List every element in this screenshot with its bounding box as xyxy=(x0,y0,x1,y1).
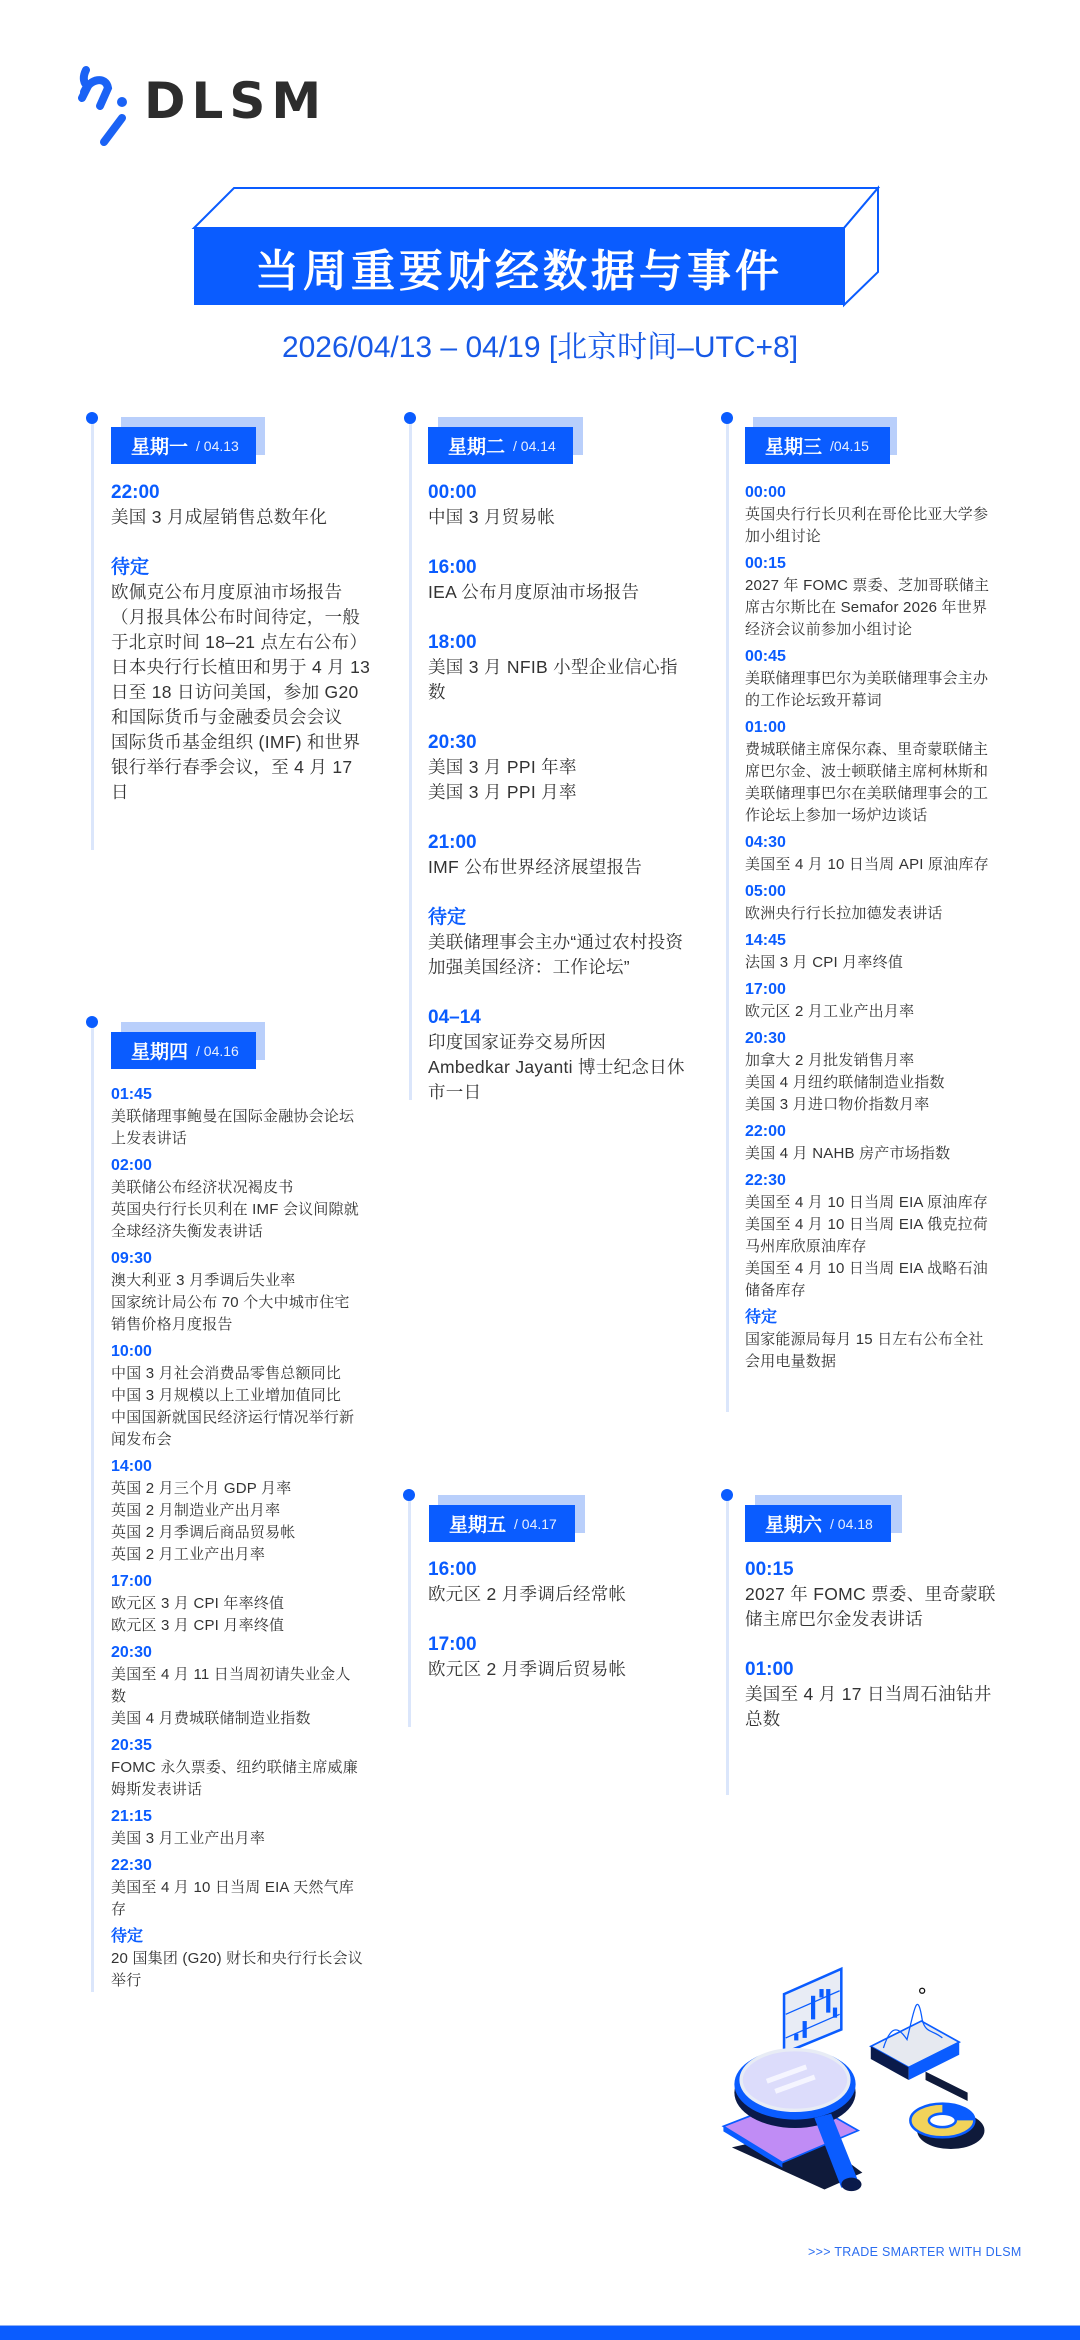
event-group xyxy=(745,1307,995,1373)
day-date: / 04.17 xyxy=(514,1515,557,1532)
event-group xyxy=(428,1632,690,1682)
dlsm-logo xyxy=(78,62,328,146)
event-item: 英国 2 月三个月 GDP 月率 xyxy=(111,1480,292,1497)
event-time: 01:45 xyxy=(111,1086,152,1103)
event-item: 美国 4 月纽约联储制造业指数 xyxy=(745,1074,945,1091)
event-item: 欧元区 2 月季调后经常帐 xyxy=(428,1584,627,1604)
event-item: 国家统计局公布 70 个大中城市住宅销售价格月度报告 xyxy=(111,1294,350,1333)
event-group xyxy=(111,1642,363,1730)
event-group xyxy=(111,1926,363,1992)
event-item: 美联储理事会主办“通过农村投资加强美国经济：工作论坛” xyxy=(428,932,684,977)
event-group xyxy=(745,1170,995,1302)
event-time: 待定 xyxy=(428,907,467,928)
day-badge xyxy=(428,427,573,464)
event-item: 美国 4 月费城联储制造业指数 xyxy=(111,1710,311,1727)
event-item: 美国至 4 月 10 日当周 EIA 原油库存 xyxy=(745,1194,988,1211)
event-group xyxy=(111,1456,363,1566)
event-time: 17:00 xyxy=(111,1573,152,1590)
day-label: 星期一 xyxy=(131,436,189,458)
event-group xyxy=(111,1084,363,1150)
event-time: 20:30 xyxy=(428,732,477,753)
event-group xyxy=(428,555,690,605)
event-time: 00:00 xyxy=(428,482,477,503)
event-group xyxy=(745,717,995,827)
event-item: 中国 3 月社会消费品零售总额同比 xyxy=(111,1365,342,1382)
event-item: 中国 3 月贸易帐 xyxy=(428,507,556,527)
event-time: 01:00 xyxy=(745,1659,794,1680)
event-item: 法国 3 月 CPI 月率终值 xyxy=(745,954,904,971)
event-time: 21:00 xyxy=(428,832,477,853)
event-item: 欧元区 2 月季调后贸易帐 xyxy=(428,1659,627,1679)
event-time: 09:30 xyxy=(111,1250,152,1267)
event-group xyxy=(428,480,690,530)
day-badge xyxy=(111,1032,256,1069)
title-block xyxy=(190,182,882,312)
event-list xyxy=(745,1557,1007,1757)
page-title: 当周重要财经数据与事件 xyxy=(255,245,783,297)
event-item: 美国 3 月 PPI 月率 xyxy=(428,782,577,802)
event-group xyxy=(745,979,995,1023)
event-item: 中国 3 月规模以上工业增加值同比 xyxy=(111,1387,342,1404)
event-group xyxy=(111,1571,363,1637)
event-group xyxy=(745,832,995,876)
event-item: 美国至 4 月 10 日当周 EIA 俄克拉荷马州库欣原油库存 xyxy=(745,1216,988,1255)
event-group xyxy=(745,1121,995,1165)
dlsm-logo-icon xyxy=(78,62,144,146)
event-time: 待定 xyxy=(111,557,150,578)
day-date: / 04.14 xyxy=(513,437,556,454)
event-group xyxy=(428,905,690,980)
event-time: 16:00 xyxy=(428,1559,477,1580)
event-time: 05:00 xyxy=(745,883,786,900)
title-banner xyxy=(194,228,844,305)
event-group xyxy=(745,1657,1007,1732)
event-group xyxy=(745,553,995,641)
event-group xyxy=(111,1341,363,1451)
event-group xyxy=(111,1248,363,1336)
event-item: 费城联储主席保尔森、里奇蒙联储主席巴尔金、波士顿联储主席柯林斯和美联储理事巴尔在美联储理事会的工作论坛上参加一场炉边谈话 xyxy=(745,741,989,824)
brand-name: DLSM xyxy=(144,72,328,130)
event-item: 印度国家证券交易所因 Ambedkar Jayanti 博士纪念日休市一日 xyxy=(428,1032,685,1102)
event-item: 英国 2 月制造业产出月率 xyxy=(111,1502,281,1519)
event-time: 待定 xyxy=(111,1928,144,1945)
event-item: 美国至 4 月 11 日当周初请失业金人数 xyxy=(111,1666,351,1705)
magnifier-charts-illustration-icon xyxy=(715,1930,1035,2230)
event-time: 待定 xyxy=(745,1309,778,1326)
event-time: 20:30 xyxy=(745,1030,786,1047)
timeline-rail xyxy=(408,1495,411,1727)
event-time: 04–14 xyxy=(428,1007,481,1028)
event-item: 美国 3 月进口物价指数月率 xyxy=(745,1096,930,1113)
day-label: 星期六 xyxy=(765,1514,823,1536)
event-group xyxy=(428,830,690,880)
event-time: 00:15 xyxy=(745,555,786,572)
event-item: 欧佩克公布月度原油市场报告（月报具体公布时间待定，一般于北京时间 18–21 点左右公布） xyxy=(111,582,368,652)
event-item: IMF 公布世界经济展望报告 xyxy=(428,857,643,877)
footer-tagline: >>> TRADE SMARTER WITH DLSM xyxy=(808,2245,1022,2259)
timeline-rail xyxy=(726,418,729,1412)
event-item: 国家能源局每月 15 日左右公布全社会用电量数据 xyxy=(745,1331,984,1370)
event-group xyxy=(111,1155,363,1243)
event-item: 美联储理事巴尔为美联储理事会主办的工作论坛致开幕词 xyxy=(745,670,989,709)
event-time: 17:00 xyxy=(745,981,786,998)
event-time: 00:00 xyxy=(745,484,786,501)
event-item: 2027 年 FOMC 票委、芝加哥联储主席古尔斯比在 Semafor 2026 年世界经济会议前参加小组讨论 xyxy=(745,577,990,638)
event-time: 17:00 xyxy=(428,1634,477,1655)
event-group xyxy=(111,555,373,805)
event-group xyxy=(745,482,995,548)
event-group xyxy=(745,930,995,974)
event-item: 加拿大 2 月批发销售月率 xyxy=(745,1052,915,1069)
event-item: 美国至 4 月 10 日当周 API 原油库存 xyxy=(745,856,989,873)
event-list xyxy=(111,480,373,830)
day-date: /04.15 xyxy=(830,437,869,454)
day-date: / 04.18 xyxy=(830,1515,873,1532)
event-item: 欧元区 3 月 CPI 年率终值 xyxy=(111,1595,285,1612)
event-list xyxy=(111,1084,363,1997)
event-group xyxy=(428,630,690,705)
event-time: 22:00 xyxy=(111,482,160,503)
event-time: 10:00 xyxy=(111,1343,152,1360)
event-item: 美国 3 月 PPI 年率 xyxy=(428,757,577,777)
footer-bar xyxy=(0,2325,1080,2340)
event-group xyxy=(745,881,995,925)
event-list xyxy=(745,482,995,1378)
event-time: 18:00 xyxy=(428,632,477,653)
event-item: 中国国新就国民经济运行情况举行新闻发布会 xyxy=(111,1409,355,1448)
event-group xyxy=(745,646,995,712)
event-item: 英国央行行长贝利在 IMF 会议间隙就全球经济失衡发表讲话 xyxy=(111,1201,359,1240)
event-time: 16:00 xyxy=(428,557,477,578)
timeline-dot xyxy=(86,412,98,424)
timeline-dot xyxy=(404,412,416,424)
event-item: 英国央行行长贝利在哥伦比亚大学参加小组讨论 xyxy=(745,506,989,545)
event-time: 14:45 xyxy=(745,932,786,949)
day-label: 星期四 xyxy=(131,1041,189,1063)
event-time: 02:00 xyxy=(111,1157,152,1174)
event-item: 美国至 4 月 17 日当周石油钻井总数 xyxy=(745,1684,992,1729)
event-time: 01:00 xyxy=(745,719,786,736)
timeline-dot xyxy=(403,1489,415,1501)
timeline-dot xyxy=(86,1016,98,1028)
day-date: / 04.13 xyxy=(196,437,239,454)
event-item: 美国 4 月 NAHB 房产市场指数 xyxy=(745,1145,951,1162)
event-group xyxy=(428,730,690,805)
day-label: 星期三 xyxy=(765,436,823,458)
event-time: 20:35 xyxy=(111,1737,152,1754)
event-item: 澳大利亚 3 月季调后失业率 xyxy=(111,1272,296,1289)
event-group xyxy=(745,1028,995,1116)
day-badge xyxy=(745,1505,891,1542)
event-item: 英国 2 月季调后商品贸易帐 xyxy=(111,1524,296,1541)
timeline-rail xyxy=(91,418,94,850)
event-group xyxy=(111,1855,363,1921)
timeline-rail xyxy=(91,1022,94,1992)
event-item: 美国至 4 月 10 日当周 EIA 战略石油储备库存 xyxy=(745,1260,988,1299)
event-group xyxy=(428,1005,690,1105)
timeline-dot xyxy=(721,1489,733,1501)
day-label: 星期二 xyxy=(448,436,506,458)
event-list xyxy=(428,1557,690,1707)
event-item: 美联储理事鲍曼在国际金融协会论坛上发表讲话 xyxy=(111,1108,355,1147)
event-time: 22:00 xyxy=(745,1123,786,1140)
event-time: 20:30 xyxy=(111,1644,152,1661)
event-list xyxy=(428,480,690,1130)
event-time: 00:15 xyxy=(745,1559,794,1580)
event-item: 日本央行行长植田和男于 4 月 13 日至 18 日访问美国，参加 G20 和国际货币与金融委员会会议 xyxy=(111,657,371,727)
timeline-dot xyxy=(721,412,733,424)
day-badge xyxy=(429,1505,575,1542)
timeline-rail xyxy=(726,1495,729,1795)
event-time: 21:15 xyxy=(111,1808,152,1825)
event-item: 20 国集团 (G20) 财长和央行行长会议举行 xyxy=(111,1950,363,1989)
event-item: 国际货币基金组织 (IMF) 和世界银行举行春季会议，至 4 月 17 日 xyxy=(111,732,361,802)
event-group xyxy=(111,480,373,530)
event-item: 美国 3 月 NFIB 小型企业信心指数 xyxy=(428,657,678,702)
event-item: 美国 3 月成屋销售总数年化 xyxy=(111,507,328,527)
event-group xyxy=(111,1735,363,1801)
date-range: 2026/04/13 – 04/19 [北京时间–UTC+8] xyxy=(281,331,799,364)
event-item: 欧洲央行行长拉加德发表讲话 xyxy=(745,905,943,922)
day-label: 星期五 xyxy=(449,1514,507,1536)
event-item: 英国 2 月工业产出月率 xyxy=(111,1546,266,1563)
day-badge xyxy=(111,427,256,464)
event-item: 美国 3 月工业产出月率 xyxy=(111,1830,266,1847)
event-item: 美联储公布经济状况褐皮书 xyxy=(111,1179,294,1196)
day-badge xyxy=(745,427,890,464)
event-item: 2027 年 FOMC 票委、里奇蒙联储主席巴尔金发表讲话 xyxy=(745,1584,996,1629)
event-group xyxy=(111,1806,363,1850)
event-item: 欧元区 2 月工业产出月率 xyxy=(745,1003,915,1020)
event-time: 22:30 xyxy=(111,1857,152,1874)
event-time: 22:30 xyxy=(745,1172,786,1189)
event-time: 14:00 xyxy=(111,1458,152,1475)
event-time: 00:45 xyxy=(745,648,786,665)
day-date: / 04.16 xyxy=(196,1042,239,1059)
event-time: 04:30 xyxy=(745,834,786,851)
event-group xyxy=(428,1557,690,1607)
timeline-rail xyxy=(409,418,412,1100)
event-item: FOMC 永久票委、纽约联储主席威廉姆斯发表讲话 xyxy=(111,1759,358,1798)
event-item: 欧元区 3 月 CPI 月率终值 xyxy=(111,1617,285,1634)
event-item: IEA 公布月度原油市场报告 xyxy=(428,582,640,602)
event-group xyxy=(745,1557,1007,1632)
event-item: 美国至 4 月 10 日当周 EIA 天然气库存 xyxy=(111,1879,354,1918)
